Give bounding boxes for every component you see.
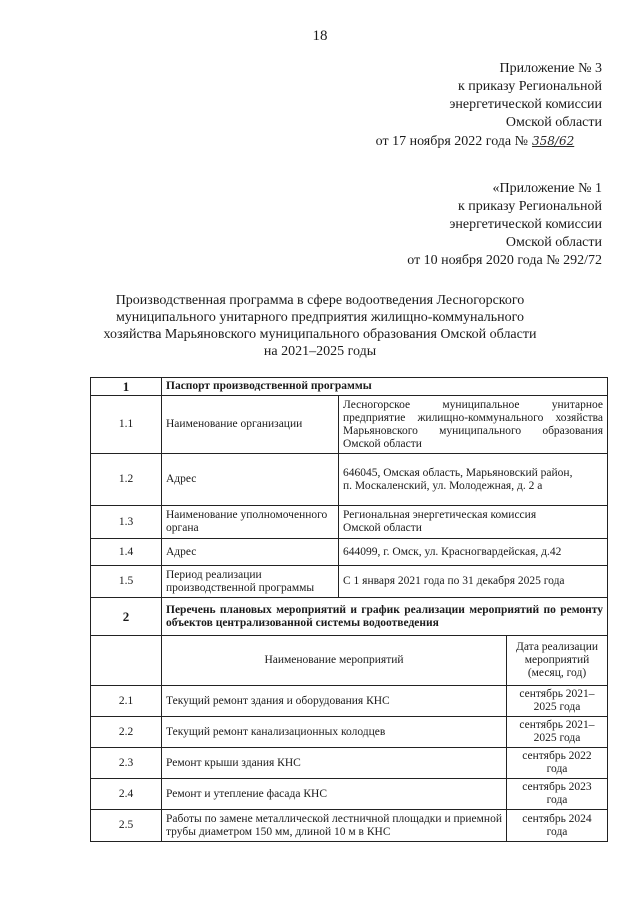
row-number: 2.2 [91, 717, 162, 748]
row-value: Региональная энергетическая комиссия Омской области [339, 506, 608, 539]
appendix-3-title: Приложение № 3 [499, 61, 602, 76]
document-title [80, 292, 560, 360]
row-label: Адрес [162, 454, 339, 506]
table-row [91, 506, 608, 539]
activity-date: сентябрь 2021–2025 года [507, 717, 608, 748]
activity-date: сентябрь 2022 года [507, 748, 608, 779]
table-row [91, 686, 608, 717]
table-row [91, 396, 608, 454]
title-line: на 2021–2025 годы [263, 344, 377, 359]
activity-name: Текущий ремонт здания и оборудования КНС [162, 686, 507, 717]
table-row [91, 748, 608, 779]
activity-name: Работы по замене металлической лестничной площадки и приемной трубы диаметром 150 мм, длиной 10 м в КНС [162, 810, 507, 842]
appendix-3-line: к приказу Региональной [457, 79, 602, 94]
program-table [90, 377, 608, 842]
row-value: С 1 января 2021 года по 31 декабря 2025 года [339, 566, 608, 598]
appendix-1-line: к приказу Региональной [457, 199, 602, 214]
appendix-3-date-text: от 17 ноября 2022 года № [375, 134, 528, 149]
appendix-1-header [407, 180, 602, 270]
section-2-header-row [91, 598, 608, 636]
activity-name: Ремонт крыши здания КНС [162, 748, 507, 779]
appendix-3-date [376, 132, 602, 151]
row-value: Лесногорское муниципальное унитарное предприятие жилищно-коммунального хозяйства Марьяновского муниципального образования Омской области [339, 396, 608, 454]
title-line: Производственная программа в сфере водоотведения Лесногорского [115, 293, 525, 308]
appendix-1-line: энергетической комиссии [449, 217, 602, 232]
row-number: 2.1 [91, 686, 162, 717]
activity-date: сентябрь 2023 года [507, 779, 608, 810]
activity-name: Текущий ремонт канализационных колодцев [162, 717, 507, 748]
section-1-header-row [91, 378, 608, 396]
activity-date: сентябрь 2021–2025 года [507, 686, 608, 717]
appendix-3-header [376, 60, 602, 151]
row-number: 1.3 [91, 506, 162, 539]
row-number: 2.3 [91, 748, 162, 779]
column-header-date: Дата реализации мероприятий (месяц, год) [507, 636, 608, 686]
page-number: 18 [312, 28, 328, 44]
column-header-row [91, 636, 608, 686]
table-row [91, 566, 608, 598]
row-label: Адрес [162, 539, 339, 566]
row-number: 1.1 [91, 396, 162, 454]
row-value: 646045, Омская область, Марьяновский район, п. Москаленский, ул. Молодежная, д. 2 а [339, 454, 608, 506]
table-row [91, 717, 608, 748]
section-number: 1 [91, 378, 162, 396]
table-row [91, 539, 608, 566]
table-row [91, 779, 608, 810]
row-number: 2.4 [91, 779, 162, 810]
appendix-1-date: от 10 ноября 2020 года № 292/72 [407, 253, 602, 268]
row-number: 2.5 [91, 810, 162, 842]
row-number: 1.5 [91, 566, 162, 598]
handwritten-order-number: 358/62 [532, 134, 575, 148]
appendix-3-line: энергетической комиссии [449, 97, 602, 112]
title-line: муниципального унитарного предприятия жилищно-коммунального [115, 310, 525, 325]
section-title: Паспорт производственной программы [162, 378, 608, 396]
row-number: 1.4 [91, 539, 162, 566]
row-number: 1.2 [91, 454, 162, 506]
activity-date: сентябрь 2024 года [507, 810, 608, 842]
section-title: Перечень плановых мероприятий и график реализации мероприятий по ремонту объектов централизованной системы водоотведения [162, 598, 608, 636]
row-label: Период реализации производственной программы [162, 566, 339, 598]
row-value: 644099, г. Омск, ул. Красногвардейская, д.42 [339, 539, 608, 566]
section-number: 2 [91, 598, 162, 636]
appendix-1-line: Омской области [505, 235, 602, 250]
table-row [91, 454, 608, 506]
activity-name: Ремонт и утепление фасада КНС [162, 779, 507, 810]
appendix-3-line: Омской области [505, 115, 602, 130]
table-row [91, 810, 608, 842]
empty-cell [91, 636, 162, 686]
title-line: хозяйства Марьяновского муниципального образования Омской области [103, 327, 537, 342]
column-header-name: Наименование мероприятий [162, 636, 507, 686]
row-label: Наименование уполномоченного органа [162, 506, 339, 539]
appendix-1-title: «Приложение № 1 [492, 181, 602, 196]
row-label: Наименование организации [162, 396, 339, 454]
